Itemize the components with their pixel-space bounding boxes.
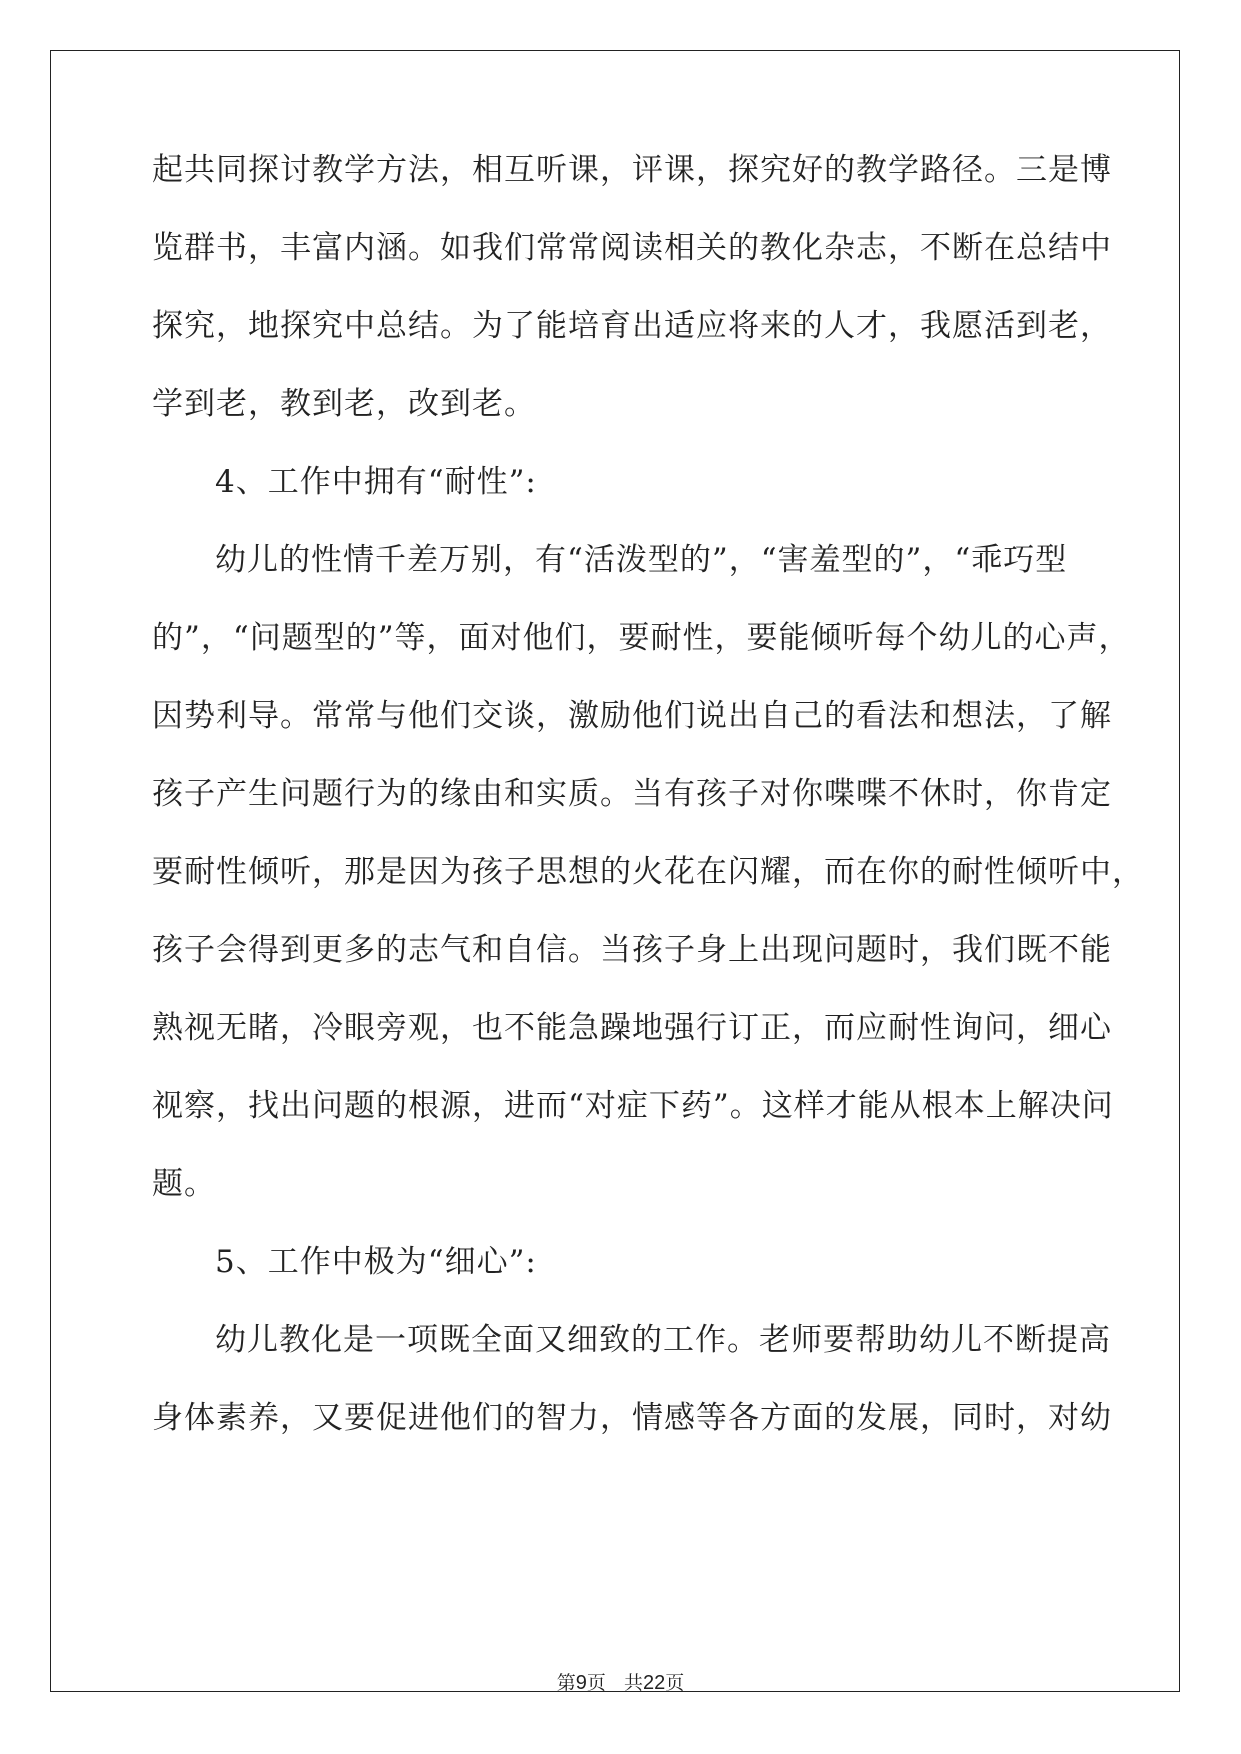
- body-text-line: 探究，地探究中总结。为了能培育出适应将来的人才，我愿活到老，: [152, 308, 1112, 344]
- section-heading: 4、工作中拥有“耐性”:: [215, 464, 537, 500]
- body-text-line: 起共同探讨教学方法，相互听课，评课，探究好的教学路径。三是博: [152, 152, 1112, 188]
- body-text-line: 题。: [152, 1166, 216, 1202]
- page-suffix: 页: [586, 1672, 606, 1694]
- total-suffix: 页: [665, 1672, 685, 1694]
- body-text-line: 的”，“问题型的”等，面对他们，要耐性，要能倾听每个幼儿的心声，: [152, 620, 1131, 656]
- body-text-line: 孩子会得到更多的志气和自信。当孩子身上出现问题时，我们既不能: [152, 932, 1112, 968]
- total-pages: 22: [643, 1672, 666, 1694]
- body-text-line: 要耐性倾听，那是因为孩子思想的火花在闪耀，而在你的耐性倾听中，: [152, 854, 1144, 890]
- body-text-line: 身体素养，又要促进他们的智力，情感等各方面的发展，同时，对幼: [152, 1400, 1112, 1436]
- body-text-line: 幼儿的性情千差万别，有“活泼型的”，“害羞型的”，“乖巧型: [215, 542, 1068, 578]
- body-text-line: 学到老，教到老，改到老。: [152, 386, 536, 422]
- page-footer: [0, 1668, 1241, 1695]
- page-prefix: 第: [556, 1672, 576, 1694]
- body-text-line: 览群书，丰富内涵。如我们常常阅读相关的教化杂志，不断在总结中: [152, 230, 1112, 266]
- body-text-line: 熟视无睹，冷眼旁观，也不能急躁地强行订正，而应耐性询问，细心: [152, 1010, 1112, 1046]
- page-number: 9: [575, 1672, 587, 1694]
- body-text-line: 因势利导。常常与他们交谈，激励他们说出自己的看法和想法，了解: [152, 698, 1112, 734]
- body-text-line: 孩子产生问题行为的缘由和实质。当有孩子对你喋喋不休时，你肯定: [152, 776, 1112, 812]
- total-prefix: 共: [624, 1672, 644, 1694]
- section-heading: 5、工作中极为“细心”:: [215, 1244, 537, 1280]
- body-text-line: 视察，找出问题的根源，进而“对症下药”。这样才能从根本上解决问: [152, 1088, 1114, 1124]
- body-text-line: 幼儿教化是一项既全面又细致的工作。老师要帮助幼儿不断提高: [215, 1322, 1111, 1358]
